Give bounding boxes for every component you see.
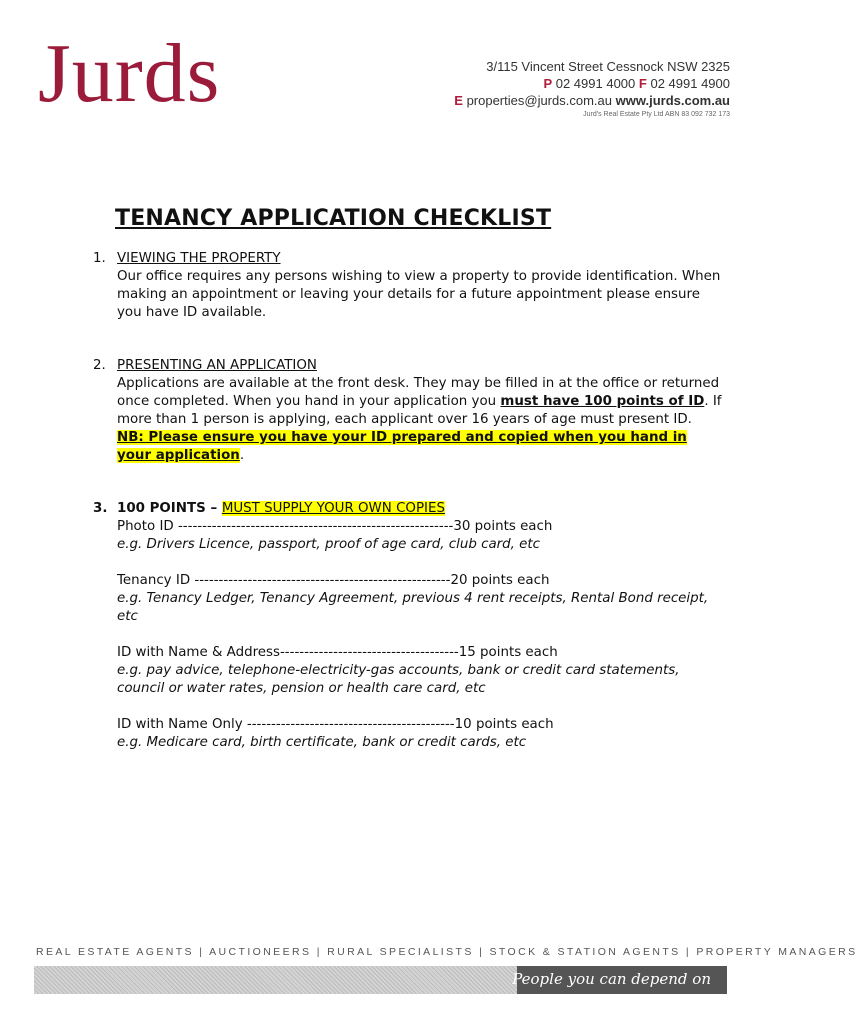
- phone-number: 02 4991 4000: [555, 76, 636, 91]
- phone-fax-line: [454, 75, 730, 92]
- text-part: Applications are available at the front desk. They may be filled in at the office or returned once completed. When you hand in your application you: [117, 376, 720, 409]
- section-number: 3.: [93, 501, 108, 516]
- points-label: Tenancy ID -----------------------------------------------------20 points each: [117, 573, 550, 588]
- section-text: [117, 375, 723, 429]
- fax-label: F: [638, 76, 647, 91]
- points-item: [117, 644, 723, 698]
- section-presenting: [93, 357, 723, 465]
- services-line: REAL ESTATE AGENTS | AUCTIONEERS | RURAL SPECIALISTS | STOCK & STATION AGENTS | PROPERTY MANAGERS: [36, 946, 858, 958]
- section-viewing: [93, 250, 723, 322]
- points-label: ID with Name & Address-------------------------------------15 points each: [117, 645, 558, 660]
- section-number: 1.: [93, 251, 106, 266]
- section-heading: PRESENTING AN APPLICATION: [117, 358, 317, 373]
- website-link[interactable]: www.jurds.com.au: [615, 93, 730, 108]
- section-number: 2.: [93, 358, 106, 373]
- points-example: e.g. Tenancy Ledger, Tenancy Agreement, previous 4 rent receipts, Rental Bond receipt, etc: [117, 591, 709, 624]
- fax-number: 02 4991 4900: [650, 76, 730, 91]
- section-heading: VIEWING THE PROPERTY: [117, 251, 281, 266]
- phone-label: P: [543, 76, 553, 91]
- email-web-line: [454, 92, 730, 109]
- points-example: e.g. Drivers Licence, passport, proof of age card, club card, etc: [117, 537, 541, 552]
- points-example: e.g. pay advice, telephone-electricity-gas accounts, bank or credit card statements, council or water rates, pension or health care card, etc: [117, 663, 680, 696]
- points-item: [117, 716, 723, 752]
- heading-highlight: MUST SUPPLY YOUR OWN COPIES: [221, 501, 445, 516]
- jurds-logo: Jurds: [38, 27, 221, 120]
- points-label: Photo ID ---------------------------------------------------------30 points each: [117, 519, 553, 534]
- points-example: e.g. Medicare card, birth certificate, bank or credit cards, etc: [117, 735, 527, 750]
- footer-bar: [34, 966, 727, 994]
- tagline: People you can depend on: [512, 970, 711, 988]
- nb-note: [117, 429, 723, 465]
- points-label: ID with Name Only -------------------------------------------10 points each: [117, 717, 554, 732]
- abn-line: Jurd's Real Estate Pty Ltd ABN 83 092 732 173: [583, 111, 730, 118]
- page-title: TENANCY APPLICATION CHECKLIST: [115, 206, 552, 231]
- points-item: [117, 518, 723, 554]
- section-heading: [117, 500, 723, 518]
- contact-block: [454, 58, 730, 121]
- nb-highlight: NB: Please ensure you have your ID prepared and copied when you hand in your application: [117, 430, 687, 463]
- heading-part: 100 POINTS –: [117, 501, 222, 516]
- email-label: E: [454, 93, 463, 108]
- email-link[interactable]: properties@jurds.com.au: [466, 93, 612, 108]
- text-part: . If more than 1 person is applying, each applicant over 16 years of age must present ID.: [117, 394, 722, 427]
- points-item: [117, 572, 723, 626]
- section-text: Our office requires any persons wishing to view a property to provide identification. When making an appointment or leaving your details for a future appointment please ensure you have ID available.: [117, 269, 721, 320]
- nb-end: .: [239, 448, 245, 463]
- address: 3/115 Vincent Street Cessnock NSW 2325: [486, 59, 730, 74]
- id-requirement: must have 100 points of ID: [500, 394, 705, 409]
- section-points: [93, 500, 723, 752]
